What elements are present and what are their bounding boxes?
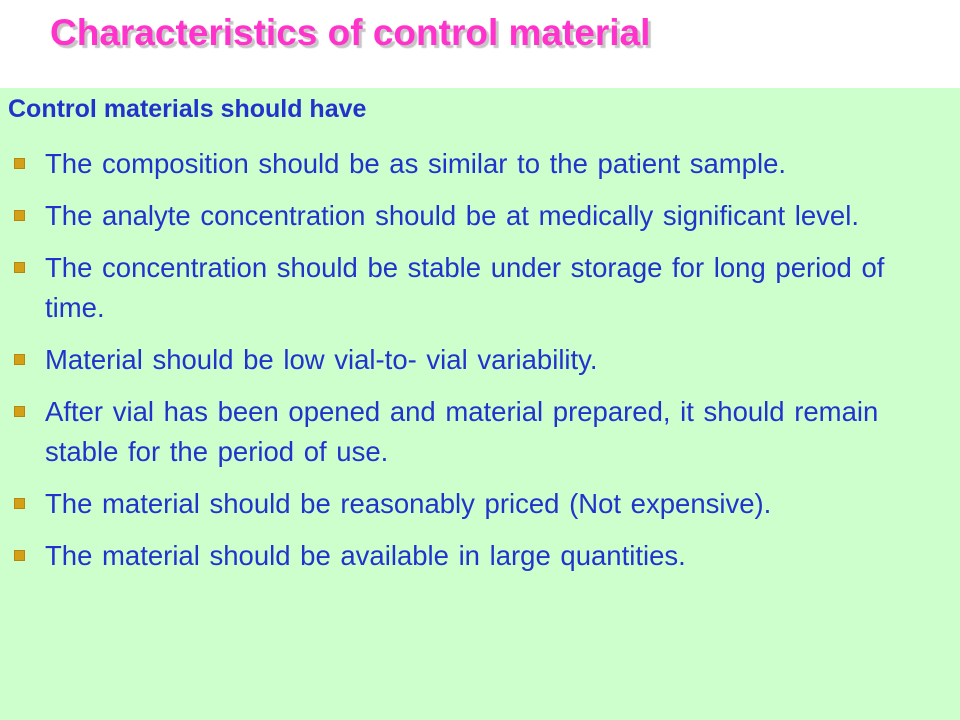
square-bullet-icon [14,210,25,221]
slide-title: Characteristics of control material [50,12,651,53]
bullet-text: The composition should be as similar to the patient sample. [45,148,787,179]
square-bullet-icon [14,158,25,169]
bullet-item [0,340,960,380]
bullet-item [0,144,960,184]
subheading: Control materials should have [8,95,367,123]
bullet-text: The analyte concentration should be at medically significant level. [45,200,859,231]
bullet-item [0,536,960,576]
bullet-text: The material should be reasonably priced (Not expensive). [45,488,772,519]
bullet-item [0,484,960,524]
square-bullet-icon [14,262,25,273]
bullet-text: The concentration should be stable under storage for long period of time. [45,252,885,323]
square-bullet-icon [14,550,25,561]
bullet-item [0,392,960,472]
bullet-text: The material should be available in large quantities. [45,540,686,571]
square-bullet-icon [14,406,25,417]
content-area [0,88,960,720]
bullet-item [0,248,960,328]
square-bullet-icon [14,354,25,365]
square-bullet-icon [14,498,25,509]
bullet-text: Material should be low vial-to- vial variability. [45,344,598,375]
bullet-item [0,196,960,236]
bullet-list [0,144,960,588]
title-band [0,0,960,88]
bullet-text: After vial has been opened and material prepared, it should remain stable for the period of use. [45,396,879,467]
